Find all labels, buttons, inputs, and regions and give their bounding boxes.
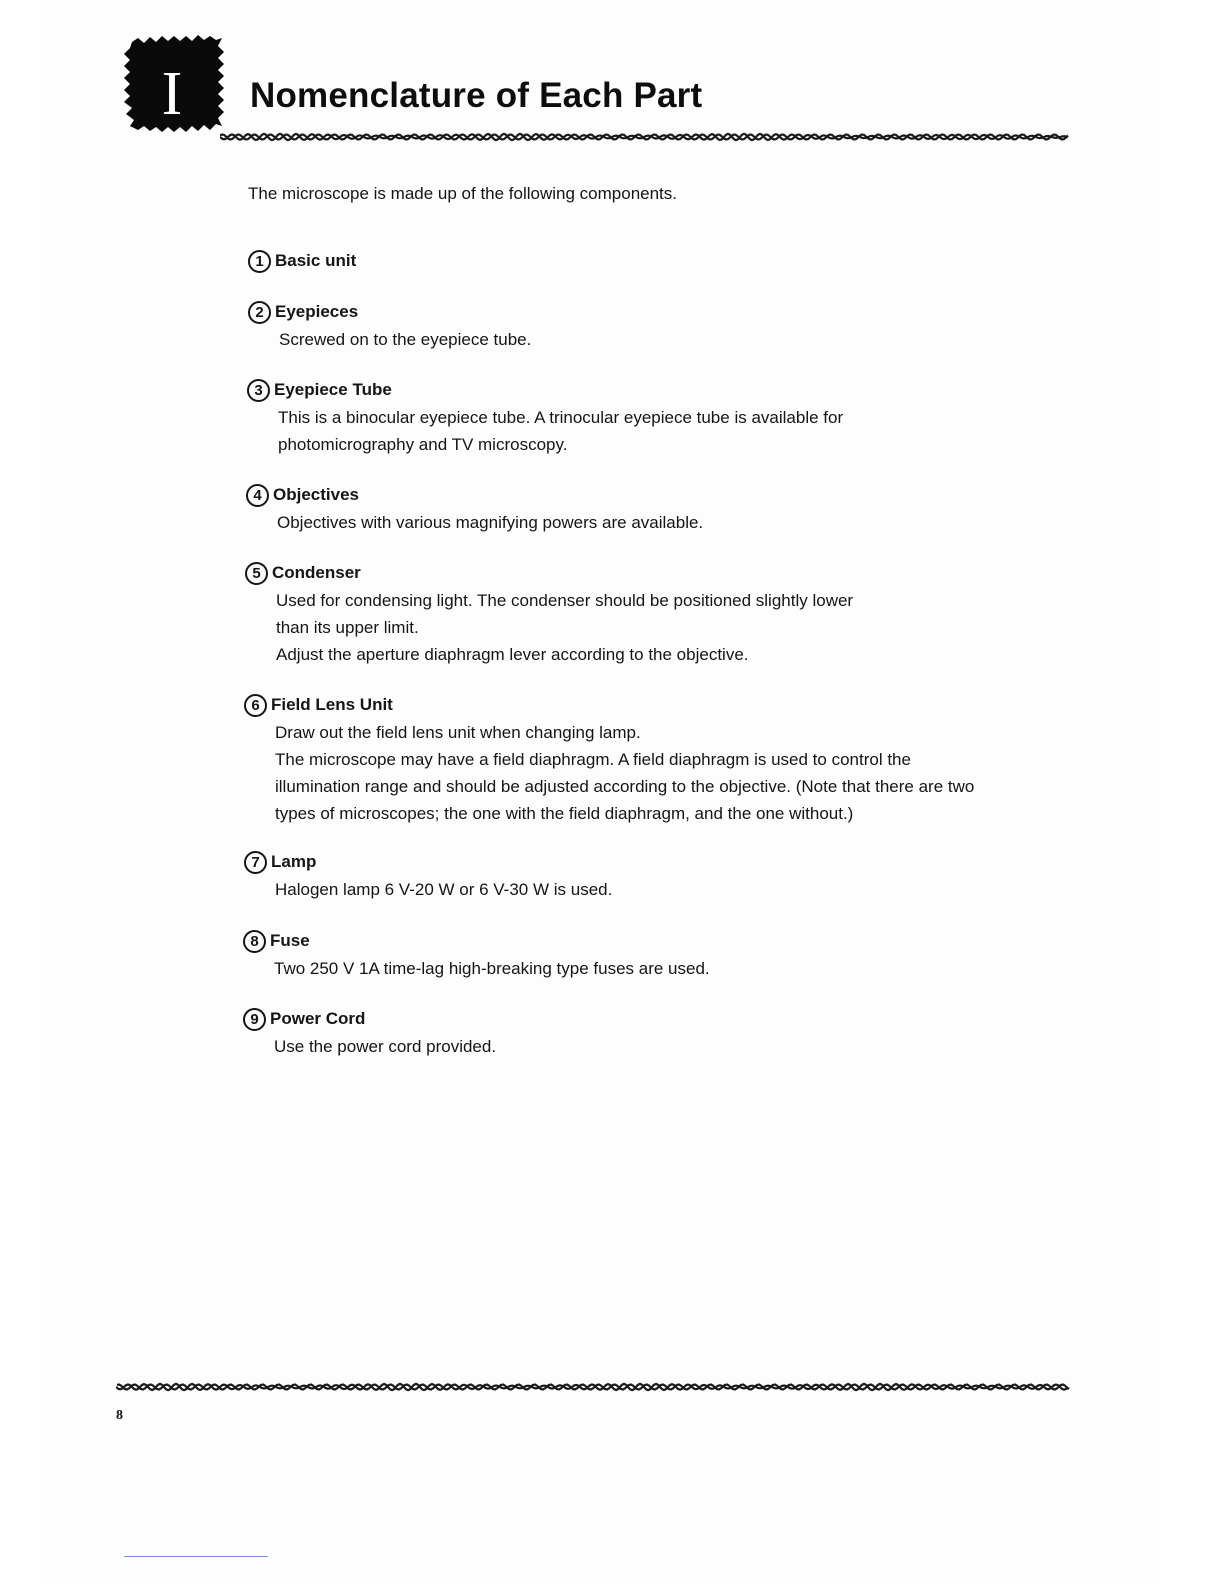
component-item (248, 247, 1048, 275)
component-description (276, 587, 1045, 668)
component-item (246, 481, 1046, 536)
component-number-badge: 3 (247, 379, 270, 402)
component-name: Fuse (270, 931, 310, 950)
component-heading (245, 559, 1045, 587)
component-number-badge: 8 (243, 930, 266, 953)
component-name: Lamp (271, 852, 317, 871)
description-line: Used for condensing light. The condenser should be positioned slightly lower (276, 591, 854, 610)
component-heading (243, 1005, 1043, 1033)
intro-text: The microscope is made up of the following components. (248, 184, 678, 203)
component-description (278, 404, 1047, 458)
chapter-badge (120, 34, 228, 134)
description-line: Use the power cord provided. (274, 1037, 497, 1056)
component-heading (248, 247, 1048, 275)
component-description (279, 326, 1048, 353)
component-heading (243, 927, 1043, 955)
component-name: Basic unit (275, 251, 357, 270)
component-heading (246, 481, 1046, 509)
component-item (243, 927, 1043, 982)
component-heading (244, 691, 1044, 719)
description-line: Draw out the field lens unit when changing lamp. (275, 723, 641, 742)
footer-wavy-rule (116, 1376, 1071, 1398)
component-heading (248, 298, 1048, 326)
component-name: Field Lens Unit (271, 695, 393, 714)
description-line: This is a binocular eyepiece tube. A trinocular eyepiece tube is available for (278, 408, 844, 427)
component-description (274, 955, 1043, 982)
component-item (245, 559, 1045, 668)
component-name: Eyepiece Tube (274, 380, 392, 399)
component-number-badge: 4 (246, 484, 269, 507)
description-line: illumination range and should be adjusted according to the objective. (Note that there are two (275, 777, 975, 796)
component-number-badge: 1 (248, 250, 271, 273)
component-number-badge: 9 (243, 1008, 266, 1031)
component-item (248, 298, 1048, 353)
component-name: Condenser (272, 563, 361, 582)
component-item (244, 848, 1044, 903)
chapter-badge-shape (120, 34, 228, 134)
description-line: than its upper limit. (276, 618, 419, 637)
header-wavy-rule (220, 126, 1070, 148)
page-number: 8 (116, 1408, 123, 1423)
component-name: Objectives (273, 485, 359, 504)
component-name: Eyepieces (275, 302, 359, 321)
description-line: Adjust the aperture diaphragm lever according to the objective. (276, 645, 749, 664)
description-line: The microscope may have a field diaphragm. A field diaphragm is used to control the (275, 750, 911, 769)
page-title: Nomenclature of Each Part (250, 76, 703, 115)
component-item (243, 1005, 1043, 1060)
description-line: Halogen lamp 6 V-20 W or 6 V-30 W is used. (275, 880, 613, 899)
footer-underline (124, 1556, 268, 1557)
component-description (275, 876, 1044, 903)
description-line: Objectives with various magnifying powers are available. (277, 513, 704, 532)
component-number-badge: 7 (244, 851, 267, 874)
chapter-numeral: I (161, 60, 183, 128)
component-name: Power Cord (270, 1009, 366, 1028)
component-heading (244, 848, 1044, 876)
component-heading (247, 376, 1047, 404)
component-number-badge: 2 (248, 301, 271, 324)
description-line: types of microscopes; the one with the field diaphragm, and the one without.) (275, 804, 854, 823)
component-item (244, 691, 1044, 827)
description-line: photomicrography and TV microscopy. (278, 435, 568, 454)
component-description (277, 509, 1046, 536)
component-number-badge: 6 (244, 694, 267, 717)
component-description (275, 719, 1044, 827)
component-item (247, 376, 1047, 458)
description-line: Two 250 V 1A time-lag high-breaking type fuses are used. (274, 959, 710, 978)
component-description (274, 1033, 1043, 1060)
description-line: Screwed on to the eyepiece tube. (279, 330, 532, 349)
component-number-badge: 5 (245, 562, 268, 585)
